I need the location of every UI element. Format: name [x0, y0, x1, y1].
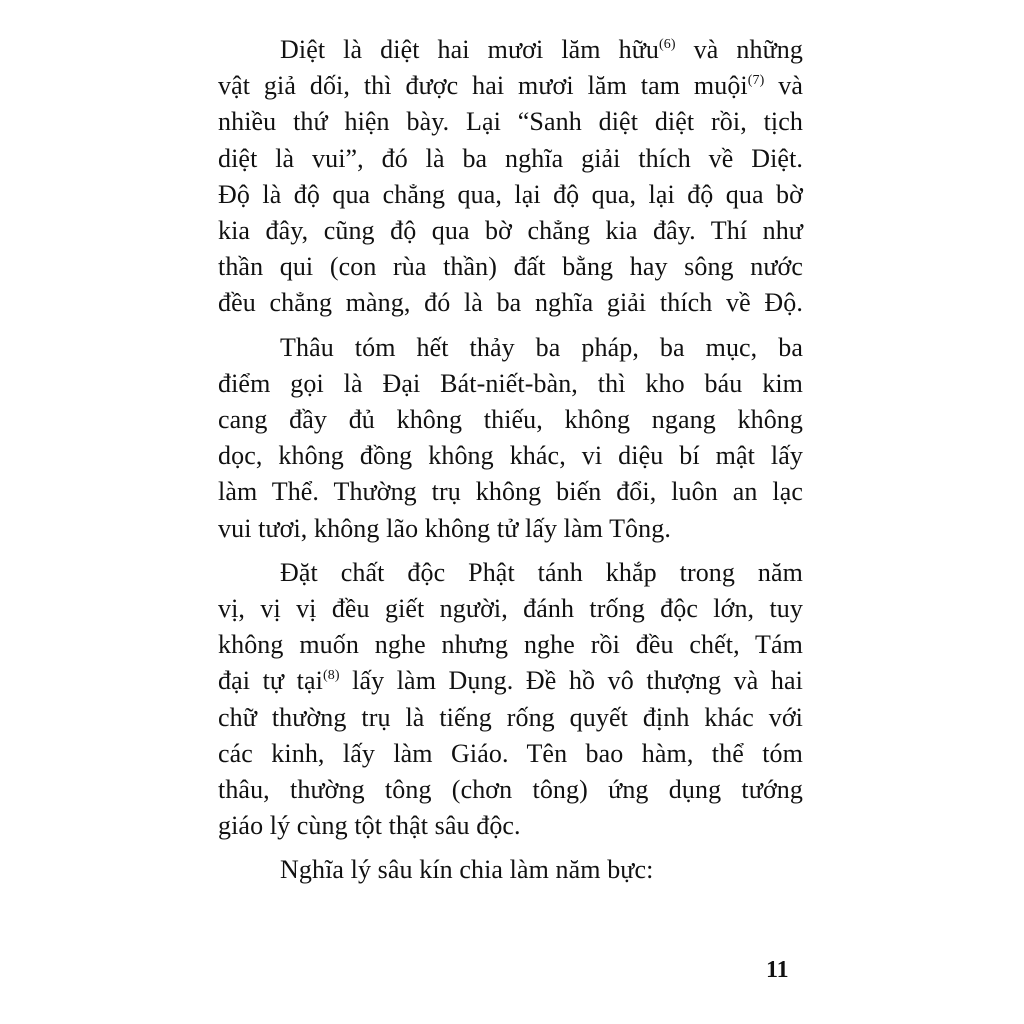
- text-line: nhiều thứ hiện bày. Lại “Sanh diệt diệt rồi, tịch: [218, 107, 803, 137]
- text-line: thâu, thường tông (chơn tông) ứng dụng tướng: [218, 775, 803, 805]
- footnote-ref: (6): [659, 37, 676, 52]
- text-line: điểm gọi là Đại Bát-niết-bàn, thì kho báu kim: [218, 368, 803, 398]
- text-line: Diệt là diệt hai mươi lăm hữu$^{(6)}$ và những: [280, 35, 803, 64]
- text-line: chữ thường trụ là tiếng rống quyết định khác với: [218, 702, 803, 732]
- footnote-ref: (8): [322, 668, 340, 684]
- text-line: không muốn nghe nhưng nghe rồi đều chết, Tám: [218, 630, 803, 660]
- page-number: 11: [766, 957, 789, 983]
- paragraph-2: [218, 330, 803, 547]
- text-line: Thâu tóm hết thảy ba pháp, ba mục, ba: [280, 332, 803, 362]
- text-line: cang đầy đủ không thiếu, không ngang không: [218, 405, 803, 435]
- text-line: Đặt chất độc Phật tánh khắp trong năm: [280, 557, 803, 587]
- text-line: giáo lý cùng tột thật sâu độc.: [218, 811, 521, 841]
- footnote-ref: (7): [747, 73, 765, 89]
- paragraph-4: [218, 852, 803, 888]
- text-line: dọc, không đồng không khác, vi diệu bí mật lấy: [218, 441, 803, 471]
- text-line: Nghĩa lý sâu kín chia làm năm bực:: [280, 855, 654, 885]
- text-line: các kinh, lấy làm Giáo. Tên bao hàm, thể tóm: [218, 738, 803, 768]
- paragraph-3: [218, 555, 803, 845]
- text-line: đều chẳng màng, đó là ba nghĩa giải thích về Độ.: [218, 288, 803, 318]
- text-line: diệt là vui”, đó là ba nghĩa giải thích về Diệt.: [218, 143, 803, 173]
- body-text: [218, 32, 803, 897]
- text-line: kia đây, cũng độ qua bờ chẳng kia đây. Thí như: [218, 216, 803, 246]
- text-line: Độ là độ qua chẳng qua, lại độ qua, lại độ qua bờ: [218, 179, 803, 209]
- text-line: vị, vị vị đều giết người, đánh trống độc lớn, tuy: [218, 594, 803, 624]
- text-line: đại tự tại$^{(8)}$ lấy làm Dụng. Đề hồ vô thượng và hai: [218, 666, 803, 696]
- text-line: làm Thể. Thường trụ không biến đổi, luôn an lạc: [218, 477, 803, 507]
- text-line: vật giả dối, thì được hai mươi lăm tam muội$^{(7)}$ và: [218, 71, 803, 101]
- text-line: vui tươi, không lão không tử lấy làm Tông.: [218, 513, 671, 543]
- text-line: thần qui (con rùa thần) đất bằng hay sông nước: [218, 252, 803, 282]
- paragraph-1: [218, 32, 803, 322]
